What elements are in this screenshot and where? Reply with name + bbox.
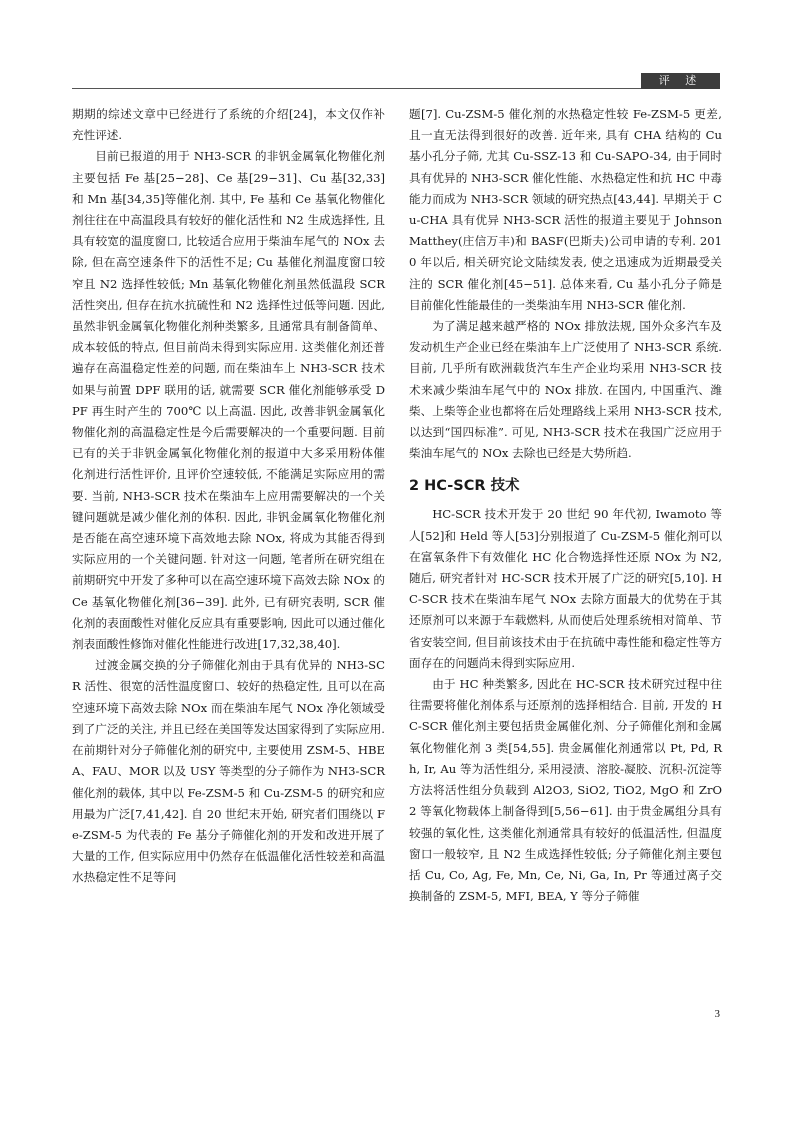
section-tag: 评 述 [641,73,720,89]
header-rule [72,88,720,89]
right-column [409,104,722,907]
paragraph: 期期的综述文章中已经进行了系统的介绍[24]，本文仅作补充性评述. [72,107,385,143]
paragraph: 题[7]. Cu-ZSM-5 催化剂的水热稳定性较 Fe-ZSM-5 更差, 且一直无法得到很好的改善. 近年来, 具有 CHA 结构的 Cu 基小孔分子筛, 尤其 Cu-SSZ-13 和 Cu-SAPO-34, 由于同时具有优异的 NH3-SCR 催化性能、水热稳定性和抗 HC 中毒能力而成为 NH3-SCR 领域的研究热点[43,44]. 早期关于 Cu-CHA 具有优异 NH3-SCR 活性的报道主要见于 Johnson Matthey(庄信万丰)和 BASF(巴斯夫)公司申请的专利. 2010 年以后, 相关研究论文陆续发表, 使之迅速成为近期最受关注的 SCR 催化剂[45−51]. 总体来看, Cu 基小孔分子筛是目前催化性能最佳的一类柴油车用 NH3-SCR 催化剂. [409,107,722,312]
paragraph: 目前已报道的用于 NH3-SCR 的非钒金属氧化物催化剂主要包括 Fe 基[25−28]、Ce 基[29−31]、Cu 基[32,33]和 Mn 基[34,35]等催化剂. 其中, Fe 基和 Ce 基氧化物催化剂往往在中高温段具有较好的催化活性和 N2 生成选择性, 且具有较宽的温度窗口, 比较适合应用于柴油车尾气的 NOx 去除, 但在高空速条件下的活性不足; Cu 基催化剂温度窗口较窄且 N2 选择性较低; Mn 基氧化物催化剂虽然低温段 SCR 活性突出, 但存在抗水抗硫性和 N2 选择性过低等问题. 因此, 虽然非钒金属氧化物催化剂种类繁多, 且通常具有制备简单、成本较低的特点, 但目前尚未得到实际应用. 这类催化剂还普遍存在高温稳定性差的问题, 而在柴油车上 NH3-SCR 技术如果与前置 DPF 联用的话, 就需要 SCR 催化剂能够承受 DPF 再生时产生的 700℃ 以上高温. 因此, 改善非钒金属氧化物催化剂的高温稳定性是今后需要解决的一个重要问题. 目前已有的关于非钒金属氧化物催化剂的报道中大多采用粉体催化剂进行活性评价, 且评价空速较低, 不能满足实际应用的需要. 当前, NH3-SCR 技术在柴油车上应用需要解决的一个关键问题就是减少催化剂的体积. 因此, 非钒金属氧化物催化剂是否能在高空速环境下高效地去除 NOx, 将成为其能否得到实际应用的一个关键问题. 针对这一问题, 笔者所在研究组在前期研究中开发了多种可以在高空速环境下高效去除 NOx 的 Ce 基氧化物催化剂[36−39]. 此外, 已有研究表明, SCR 催化剂的表面酸性对催化反应具有重要影响, 因此可以通过催化剂表面酸性修饰对催化性能进行改进[17,32,38,40]. [72,149,385,652]
paragraph: 由于 HC 种类繁多, 因此在 HC-SCR 技术研究过程中往往需要将催化剂体系与还原剂的选择相结合. 目前, 开发的 HC-SCR 催化剂主要包括贵金属催化剂、分子筛催化剂和金属氧化物催化剂 3 类[54,55]. 贵金属催化剂通常以 Pt, Pd, Rh, Ir, Au 等为活性组分, 采用浸渍、溶胶-凝胶、沉积-沉淀等方法将活性组分负载到 Al2O3, SiO2, TiO2, MgO 和 ZrO2 等氧化物载体上制备得到[5,56−61]. 由于贵金属组分具有较强的氧化性, 这类催化剂通常具有较好的低温活性, 但温度窗口一般较窄, 且 N2 生成选择性较低; 分子筛催化剂主要包括 Cu, Co, Ag, Fe, Mn, Ce, Ni, Ga, In, Pr 等通过离子交换制备的 ZSM-5, MFI, BEA, Y 等分子筛催 [409,677,722,904]
left-column [72,104,385,889]
page-number: 3 [714,1008,720,1020]
paragraph: HC-SCR 技术开发于 20 世纪 90 年代初, Iwamoto 等人[52]和 Held 等人[53]分别报道了 Cu-ZSM-5 催化剂可以在富氧条件下有效催化 HC 化合物选择性还原 NOx 为 N2, 随后, 研究者针对 HC-SCR 技术开展了广泛的研究[5,10]. HC-SCR 技术在柴油车尾气 NOx 去除方面最大的优势在于其还原剂可以来源于车载燃料, 从而使后处理系统相对简单、节省安装空间, 但目前该技术由于在抗硫中毒性能和稳定性等方面存在的问题尚未得到实际应用. [409,507,722,670]
paragraph: 为了满足越来越严格的 NOx 排放法规, 国外众多汽车及发动机生产企业已经在柴油车上广泛使用了 NH3-SCR 系统. 目前, 几乎所有欧洲载货汽车生产企业均采用 NH3-SCR 技术来减少柴油车尾气中的 NOx 排放. 在国内, 中国重汽、潍柴、上柴等企业也都将在后处理路线上采用 NH3-SCR 技术, 以达到“国四标准”. 可见, NH3-SCR 技术在我国广泛应用于柴油车尾气的 NOx 去除也已经是大势所趋. [409,319,722,461]
paragraph: 过渡金属交换的分子筛催化剂由于具有优异的 NH3-SCR 活性、很宽的活性温度窗口、较好的热稳定性, 且可以在高空速环境下高效去除 NOx 而在柴油车尾气 NOx 净化领域受到了广泛的关注, 并且已经在美国等发达国家得到了实际应用. 在前期针对分子筛催化剂的研究中, 主要使用 ZSM-5、HBEA、FAU、MOR 以及 USY 等类型的分子筛作为 NH3-SCR 催化剂的载体, 其中以 Fe-ZSM-5 和 Cu-ZSM-5 的研究和应用最为广泛[7,41,42]. 自 20 世纪末开始, 研究者们围绕以 Fe-ZSM-5 为代表的 Fe 基分子筛催化剂的开发和改进开展了大量的工作, 但实际应用中仍然存在低温催化活性较差和高温水热稳定性不足等问 [72,658,385,885]
section-heading: 2 HC-SCR 技术 [409,478,520,495]
